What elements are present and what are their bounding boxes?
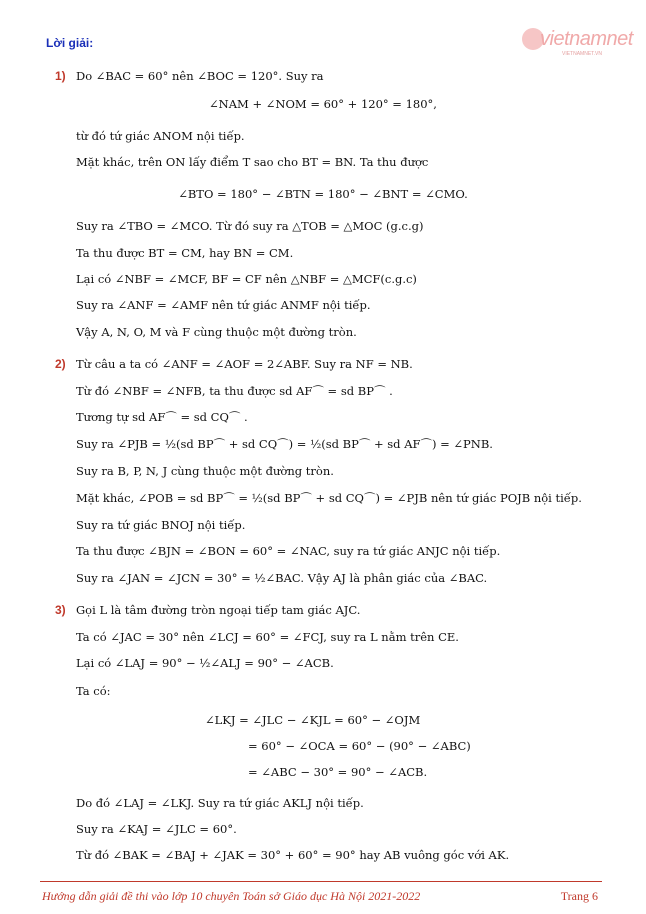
display-equation: ∠BTO = 180° − ∠BTN = 180° − ∠BNT = ∠CMO.	[178, 187, 468, 201]
text-line: Vậy A, N, O, M và F cùng thuộc một đường tròn.	[76, 325, 357, 339]
text-line: Mặt khác, ∠POB = sd BP⌒ = ½(sd BP⌒ + sd CQ⌒) = ∠PJB nên tứ giác POJB nội tiếp.	[76, 491, 582, 505]
section-number-3: 3)	[55, 603, 66, 617]
text-line: Suy ra ∠KAJ = ∠JLC = 60°.	[76, 822, 237, 836]
text-line: Gọi L là tâm đường tròn ngoại tiếp tam giác AJC.	[76, 603, 361, 617]
text-line: Ta có ∠JAC = 30° nên ∠LCJ = 60° = ∠FCJ, suy ra L nằm trên CE.	[76, 630, 459, 644]
display-equation: = 60° − ∠OCA = 60° − (90° − ∠ABC)	[248, 739, 471, 753]
text-line: Từ đó ∠BAK = ∠BAJ + ∠JAK = 30° + 60° = 90° hay AB vuông góc với AK.	[76, 848, 510, 862]
text-line: Suy ra ∠TBO = ∠MCO. Từ đó suy ra △TOB = △MOC (g.c.g)	[76, 219, 424, 233]
text-line: Suy ra ∠JAN = ∠JCN = 30° = ½∠BAC. Vậy AJ là phân giác của ∠BAC.	[76, 571, 488, 585]
section-number-1: 1)	[55, 69, 66, 83]
page-number: Trang 6	[560, 889, 598, 903]
text-line: Mặt khác, trên ON lấy điểm T sao cho BT = BN. Ta thu được	[76, 155, 429, 169]
text-line: Lại có ∠LAJ = 90° − ½∠ALJ = 90° − ∠ACB.	[76, 656, 334, 670]
text-line: Do ∠BAC = 60° nên ∠BOC = 120°. Suy ra	[76, 69, 324, 83]
text-line: Lại có ∠NBF = ∠MCF, BF = CF nên △NBF = △MCF(c.g.c)	[76, 272, 417, 286]
text-line: từ đó tứ giác ANOM nội tiếp.	[76, 129, 245, 143]
text-line: Tương tự sd AF⌒ = sd CQ⌒ .	[76, 410, 248, 424]
text-line: Từ câu a ta có ∠ANF = ∠AOF = 2∠ABF. Suy ra NF = NB.	[76, 357, 413, 371]
text-line: Suy ra B, P, N, J cùng thuộc một đường tròn.	[76, 464, 334, 478]
footer-title: Hướng dẫn giải đề thi vào lớp 10 chuyên Toán sở Giáo dục Hà Nội 2021-2022	[42, 889, 421, 903]
text-line: Ta có:	[76, 684, 111, 698]
text-line: Ta thu được ∠BJN = ∠BON = 60° = ∠NAC, suy ra tứ giác ANJC nội tiếp.	[76, 544, 501, 558]
solution-heading: Lời giải:	[46, 36, 94, 50]
logo-subtext: VIETNAMNET.VN	[562, 51, 603, 57]
display-equation: = ∠ABC − 30° = 90° − ∠ACB.	[248, 765, 428, 779]
text-line: Suy ra tứ giác BNOJ nội tiếp.	[76, 518, 246, 532]
footer-divider	[40, 881, 602, 882]
text-line: Do đó ∠LAJ = ∠LKJ. Suy ra tứ giác AKLJ nội tiếp.	[76, 796, 364, 810]
display-equation: ∠NAM + ∠NOM = 60° + 120° = 180°,	[209, 97, 437, 111]
text-line: Từ đó ∠NBF = ∠NFB, ta thu được sd AF⌒ = sd BP⌒ .	[76, 384, 393, 398]
text-line: Suy ra ∠PJB = ½(sd BP⌒ + sd CQ⌒) = ½(sd BP⌒ + sd AF⌒) = ∠PNB.	[76, 437, 493, 451]
text-line: Ta thu được BT = CM, hay BN = CM.	[76, 246, 294, 260]
display-equation: ∠LKJ = ∠JLC − ∠KJL = 60° − ∠OJM	[205, 713, 421, 727]
section-number-2: 2)	[55, 357, 66, 371]
text-line: Suy ra ∠ANF = ∠AMF nên tứ giác ANMF nội tiếp.	[76, 298, 371, 312]
vietnamnet-logo	[522, 26, 633, 57]
logo-text: vietnamnet	[540, 28, 633, 50]
